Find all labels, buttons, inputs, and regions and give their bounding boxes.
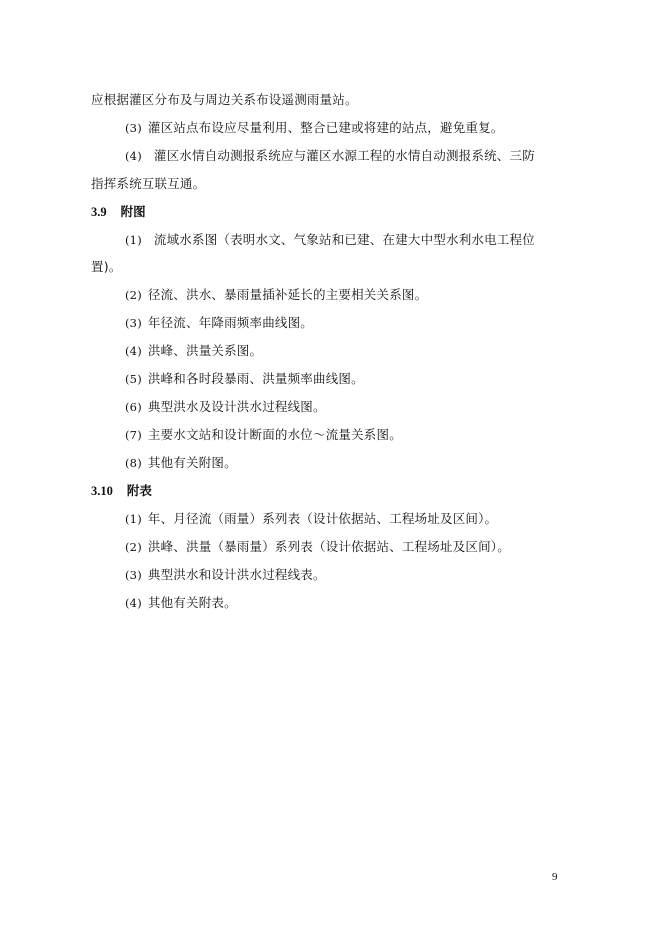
list-item-text: 年径流、年降雨频率曲线图。 xyxy=(147,315,313,330)
list-item xyxy=(125,455,237,471)
paragraph-text: 应根据灌区分布及与周边关系布设遥测雨量站。 xyxy=(91,92,358,107)
list-item-text: 洪峰、洪量（暴雨量）系列表（设计依据站、工程场址及区间）。 xyxy=(147,539,510,554)
list-item-number: (3) xyxy=(125,568,142,582)
section-title: 附表 xyxy=(126,483,152,498)
list-item-text: 典型洪水和设计洪水过程线表。 xyxy=(147,567,326,582)
list-item-text: 典型洪水及设计洪水过程线图。 xyxy=(147,399,326,414)
list-item-text: 年、月径流（雨量）系列表（设计依据站、工程场址及区间）。 xyxy=(147,511,498,526)
list-item-number: (8) xyxy=(125,456,142,470)
list-item xyxy=(125,148,535,164)
list-item-text: 灌区站点布设应尽量利用、整合已建或将建的站点，避免重复。 xyxy=(147,120,504,135)
list-item-text: 洪峰和各时段暴雨、洪量频率曲线图。 xyxy=(147,371,364,386)
section-number: 3.9 xyxy=(91,205,107,219)
list-item xyxy=(125,287,427,303)
list-item-number: (4) xyxy=(125,344,142,358)
list-item xyxy=(125,427,402,443)
list-item xyxy=(125,567,326,583)
list-item-number: (6) xyxy=(125,400,142,414)
list-item-text: 流域水系图（表明水文、气象站和已建、在建大中型水利水电工程位 xyxy=(153,232,535,247)
list-item-number: (5) xyxy=(125,372,142,386)
list-item xyxy=(125,595,237,611)
list-item-text: 洪峰、洪量关系图。 xyxy=(147,343,263,358)
list-item xyxy=(125,399,326,415)
list-item-number: (1) xyxy=(125,512,142,526)
paragraph-text: 指挥系统互联互通。 xyxy=(91,176,206,191)
list-item-number: (2) xyxy=(125,288,142,302)
list-item-number: (2) xyxy=(125,540,142,554)
list-item xyxy=(125,120,504,136)
section-number: 3.10 xyxy=(91,484,113,498)
list-item-number: (4) xyxy=(125,149,142,163)
list-item xyxy=(125,539,510,555)
list-item-text: 灌区水情自动测报系统应与灌区水源工程的水情自动测报系统、三防 xyxy=(153,148,535,163)
list-item-number: (7) xyxy=(125,428,142,442)
list-item xyxy=(125,232,535,248)
page-number: 9 xyxy=(552,871,558,883)
list-item-text: 主要水文站和设计断面的水位～流量关系图。 xyxy=(147,427,402,442)
list-item-text: 其他有关附图。 xyxy=(147,455,237,470)
list-item-number: (1) xyxy=(125,233,142,247)
list-item-continuation xyxy=(91,259,121,275)
list-item xyxy=(125,343,262,359)
list-item xyxy=(125,315,313,331)
section-title: 附图 xyxy=(120,204,146,219)
list-item xyxy=(125,371,364,387)
section-heading xyxy=(91,483,152,499)
list-item-text: 其他有关附表。 xyxy=(147,595,237,610)
list-item-number: (3) xyxy=(125,316,142,330)
list-item-number: (3) xyxy=(125,121,142,135)
paragraph-line xyxy=(91,176,205,192)
list-item-text: 径流、洪水、暴雨量插补延长的主要相关关系图。 xyxy=(147,287,428,302)
list-item-number: (4) xyxy=(125,596,142,610)
section-heading xyxy=(91,204,146,220)
list-item xyxy=(125,511,497,527)
paragraph-line xyxy=(91,92,358,108)
list-item-text: 置)。 xyxy=(91,259,122,274)
